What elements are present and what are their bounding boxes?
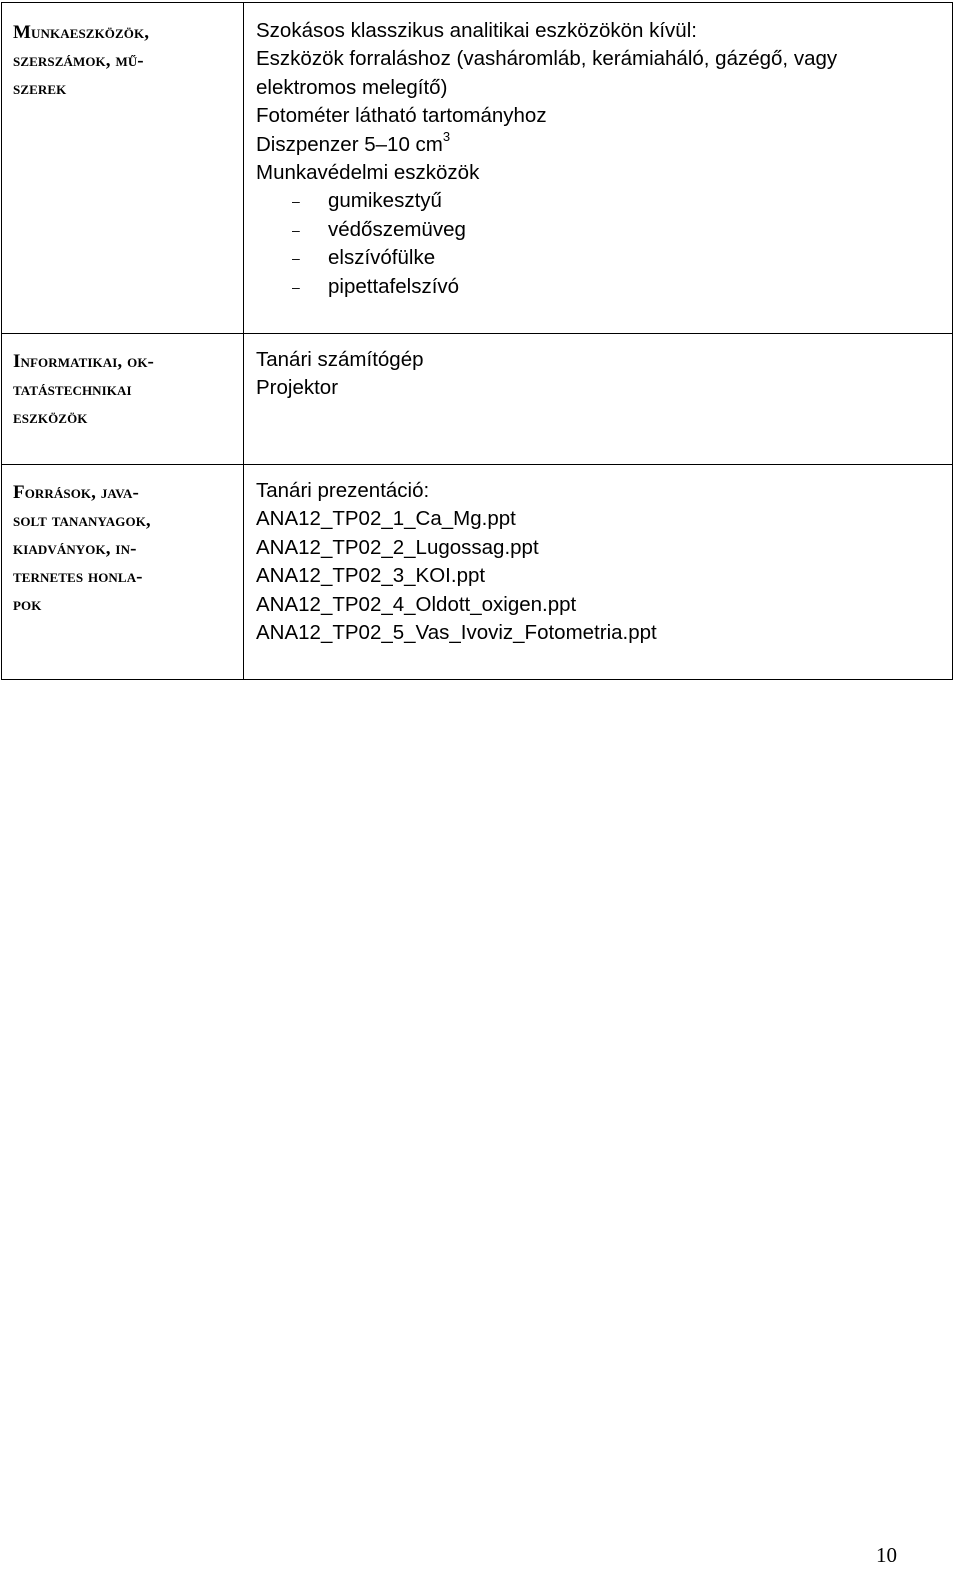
table-row-it — [2, 334, 953, 465]
label-line: solt tananyagok, — [13, 510, 151, 531]
dispenser-text: Diszpenzer 5–10 cm — [256, 132, 443, 156]
page-number: 10 — [876, 1543, 897, 1567]
safety-item-text: védőszemüveg — [328, 217, 466, 241]
table-row-sources — [2, 465, 953, 680]
content-line: Projektor — [256, 376, 339, 400]
safety-heading: Munkavédelmi eszközök — [256, 161, 480, 185]
label-line: tatástechnikai — [13, 379, 132, 400]
dash-bullet: – — [292, 221, 300, 238]
dash-bullet: – — [292, 278, 300, 295]
row-content-sources — [244, 465, 953, 680]
safety-item — [256, 273, 942, 301]
content-line: elektromos melegítő) — [256, 75, 448, 99]
file-name: ANA12_TP02_3_KOI.ppt — [256, 564, 486, 588]
label-line: Források, java- — [13, 482, 139, 503]
label-line: Informatikai, ok- — [13, 351, 154, 372]
content-line: Szokásos klasszikus analitikai eszközökön kívül: — [256, 19, 697, 42]
row-label-it — [2, 334, 244, 465]
file-name: ANA12_TP02_2_Lugossag.ppt — [256, 535, 539, 559]
dash-bullet: – — [292, 193, 300, 210]
safety-item-text: elszívófülke — [328, 246, 436, 270]
dispenser-line — [256, 128, 942, 159]
safety-item — [256, 216, 942, 244]
safety-item-text: pipettafelszívó — [328, 274, 460, 298]
row-content-it — [244, 334, 953, 465]
safety-item — [256, 187, 942, 215]
resource-table — [1, 2, 953, 680]
row-content-tools — [244, 3, 953, 334]
label-line: ternetes honla- — [13, 566, 143, 587]
safety-item — [256, 244, 942, 272]
label-line: szerszámok, mű- — [13, 50, 144, 71]
label-line: Munkaeszközök, — [13, 22, 150, 43]
row-label-sources — [2, 465, 244, 680]
content-line: Eszközök forraláshoz (vasháromláb, kerámiaháló, gázégő, vagy — [256, 47, 838, 71]
label-line: pok — [13, 594, 42, 615]
row-label-tools — [2, 3, 244, 334]
content-line: Tanári számítógép — [256, 348, 424, 371]
dash-bullet: – — [292, 250, 300, 267]
file-name: ANA12_TP02_5_Vas_Ivoviz_Fotometria.ppt — [256, 621, 657, 645]
safety-item-text: gumikesztyű — [328, 189, 442, 213]
file-name: ANA12_TP02_1_Ca_Mg.ppt — [256, 507, 516, 531]
label-line: szerek — [13, 78, 67, 99]
dispenser-superscript: 3 — [442, 128, 451, 144]
label-line: kiadványok, in- — [13, 538, 137, 559]
content-line: Fotométer látható tartományhoz — [256, 104, 547, 128]
label-line: eszközök — [13, 407, 88, 428]
file-name: ANA12_TP02_4_Oldott_oxigen.ppt — [256, 592, 577, 616]
presentation-heading: Tanári prezentáció: — [256, 479, 430, 502]
table-row-tools — [2, 3, 953, 334]
